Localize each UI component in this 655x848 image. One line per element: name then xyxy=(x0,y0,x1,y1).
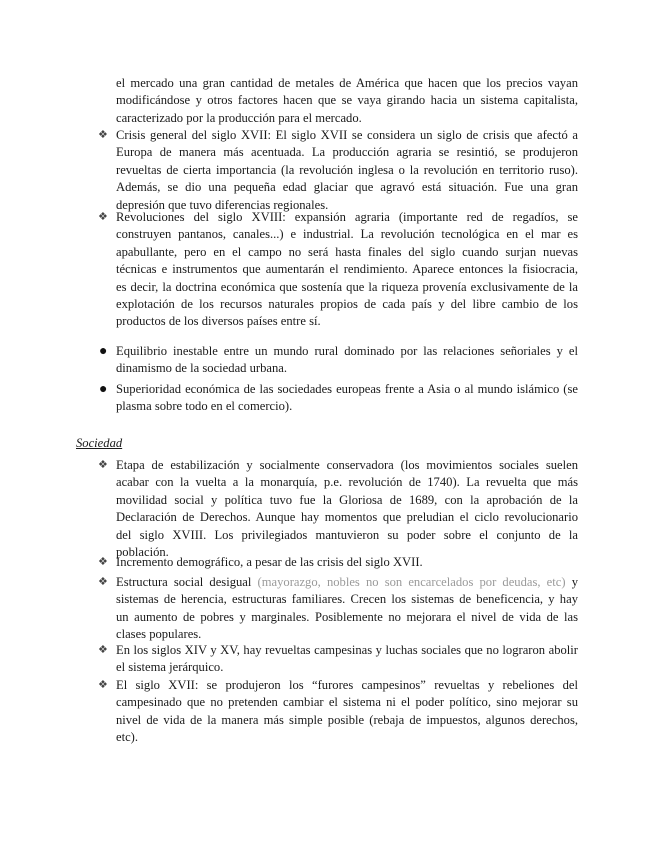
text-line: acabar con la vuelta a la monarquía, p.e. revolución de 1740). La revuelta que más xyxy=(116,475,578,490)
text-line: caracterizado por la producción para el mercado. xyxy=(116,110,362,125)
list-item xyxy=(98,127,578,214)
list-item xyxy=(98,642,578,677)
text-line: el mercado una gran cantidad de metales de América que hacen que los precios vayan xyxy=(116,76,578,90)
text-line: técnicas e instrumentos que aumentarán el rendimiento. Aparece entonces la fisiocracia, xyxy=(116,262,578,277)
text-line: Revoluciones del siglo XVIII: expansión agraria (importante red de regadíos, se xyxy=(116,210,578,224)
text-line: campesinado que no pretenden cambiar el sistema ni el poder político, sino mejorar su xyxy=(116,695,578,710)
text-line: plasma sobre todo en el comercio). xyxy=(116,399,293,414)
text-line: población. xyxy=(116,544,169,559)
text-line: sistemas de herencia, estructuras familiares. Crecen los sistemas de beneficencia, y hay xyxy=(116,592,578,607)
text-line: es decir, la doctrina económica que sostenía que la riqueza provenía exclusivamente de la xyxy=(116,279,578,294)
text-segment: Estructura social desigual xyxy=(116,575,252,589)
list-item xyxy=(98,677,578,747)
text-line: dinamismo de la sociedad urbana. xyxy=(116,361,288,376)
bullet-diamond-icon: ❖ xyxy=(98,211,108,223)
text-line: Etapa de estabilización y socialmente conservadora (los movimientos sociales suelen xyxy=(116,458,578,472)
muted-text: (mayorazgo, nobles no son encarcelados por deudas, etc) xyxy=(257,575,566,589)
text-line: Declaración de Derechos. Aunque hay momentos que preludian el ciclo revolucionario xyxy=(116,510,578,525)
bullet-diamond-icon: ❖ xyxy=(98,679,108,691)
text-line: construyen pantanos, canales...) e industrial. La revolución tecnológica en el mar es xyxy=(116,227,578,242)
text-line: revueltas de cierta importancia (la revolución inglesa o la revolución en territorio ruso). xyxy=(116,162,578,177)
bullet-diamond-icon: ❖ xyxy=(98,556,108,568)
bullet-diamond-icon: ❖ xyxy=(98,459,108,471)
text-line: clases populares. xyxy=(116,627,202,642)
list-item xyxy=(99,381,578,416)
bullet-diamond-icon: ❖ xyxy=(98,576,108,588)
list-item xyxy=(98,209,578,331)
text-line: Equilibrio inestable entre un mundo rural dominado por las relaciones señoriales y el xyxy=(116,344,578,358)
text-line: Además, se dio una pequeña edad glaciar que agravó está situación. Fue una gran xyxy=(116,180,578,195)
text-line: Europa de manera más acentuada. La producción agraria se resintió, se produjeron xyxy=(116,145,578,160)
list-item xyxy=(98,574,578,644)
text-line: El siglo XVII: se produjeron los “furores campesinos” revueltas y rebeliones del xyxy=(116,678,578,692)
text-line: modificándose y otros factores hacen que se vaya girando hacia un sistema capitalista, xyxy=(116,93,578,108)
paragraph xyxy=(116,75,578,127)
text-line: Crisis general del siglo XVII: El siglo XVII se considera un siglo de crisis que afectó a xyxy=(116,128,578,142)
text-line: movilidad social y política tuvo fue la Gloriosa de 1689, con la aprobación de la xyxy=(116,492,578,507)
text-line: nivel de vida de la manera más simple posible (rebaja de impuestos, algunos derechos, xyxy=(116,712,578,727)
list-item xyxy=(99,343,578,378)
text-line: explotación de los recursos naturales propios de cada país y del libre cambio de los xyxy=(116,296,578,311)
text-line: Incremento demográfico, a pesar de las crisis del siglo XVII. xyxy=(116,555,423,569)
list-item xyxy=(98,554,578,571)
text-line xyxy=(116,574,578,591)
bullet-diamond-icon: ❖ xyxy=(98,644,108,656)
text-line: del siglo XVIII. Los privilegiados mantuvieron su poder sobre el conjunto de la xyxy=(116,527,578,542)
text-line: el sistema jerárquico. xyxy=(116,660,224,675)
text-segment: y xyxy=(571,575,578,589)
bullet-diamond-icon: ❖ xyxy=(98,129,108,141)
text-line: Superioridad económica de las sociedades europeas frente a Asia o al mundo islámico (se xyxy=(116,382,578,396)
bullet-dot-icon: ● xyxy=(99,344,108,359)
text-line: En los siglos XIV y XV, hay revueltas campesinas y luchas sociales que no lograron abolir xyxy=(116,643,578,657)
text-line: etc). xyxy=(116,730,139,745)
list-item xyxy=(98,457,578,561)
section-heading-sociedad: Sociedad xyxy=(76,436,123,450)
text-line: productos de los diversos países entre sí. xyxy=(116,314,321,329)
text-line: un aumento de pobres y marginales. Posiblemente no mejorara el nivel de vida de las xyxy=(116,609,578,624)
text-line: depresión que tuvo diferencias regionales. xyxy=(116,197,329,212)
bullet-dot-icon: ● xyxy=(99,382,108,397)
text-line: apabullante, pero en el campo no será hasta finales del siglo cuando surjan nuevas xyxy=(116,244,578,259)
